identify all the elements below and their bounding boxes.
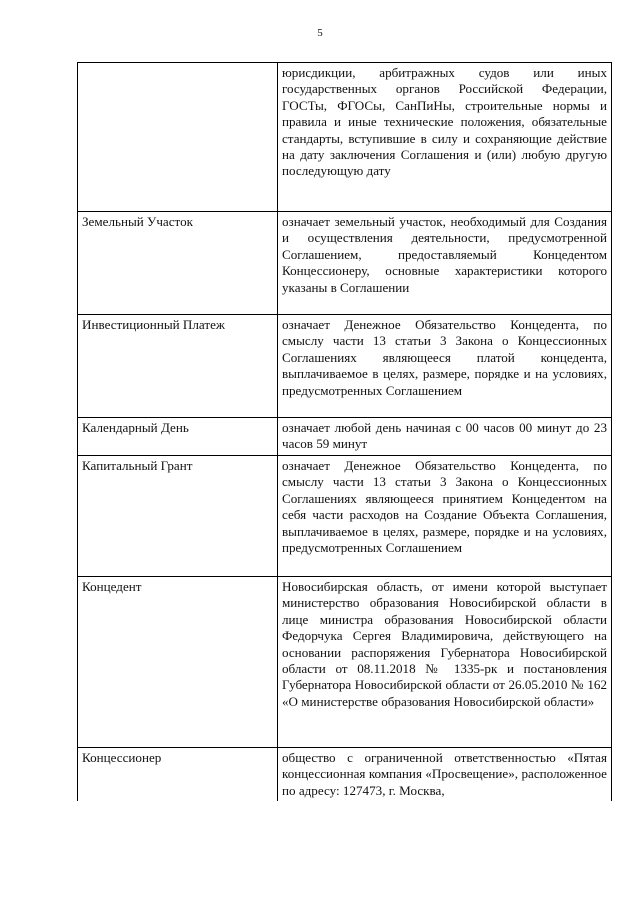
term-cell: Капитальный Грант bbox=[78, 456, 278, 577]
term-cell: Земельный Участок bbox=[78, 212, 278, 315]
definition-cell: означает любой день начиная с 00 часов 00 минут до 23 часов 59 минут bbox=[278, 418, 612, 456]
definition-cell: означает земельный участок, необходимый для Создания и осуществления деятельности, предусмотренной Соглашением, предоставляемый Концедентом Концессионеру, основные характеристики которого указаны в Соглашении bbox=[278, 212, 612, 315]
definition-cell: юрисдикции, арбитражных судов или иных государственных органов Российской Федерации, ГОСТы, ФГОСы, СанПиНы, строительные нормы и правила и иные технические положения, обязательные стандарты, вступившие в силу и сохраняющие действие на дату заключения Соглашения и (или) любую другую последующую дату bbox=[278, 63, 612, 212]
term-cell: Концедент bbox=[78, 577, 278, 748]
term-cell: Календарный День bbox=[78, 418, 278, 456]
table-row bbox=[78, 456, 612, 577]
term-cell: Инвестиционный Платеж bbox=[78, 315, 278, 418]
table-row bbox=[78, 577, 612, 748]
term-cell bbox=[78, 63, 278, 212]
table-row bbox=[78, 315, 612, 418]
term-cell: Концессионер bbox=[78, 748, 278, 802]
definition-cell: означает Денежное Обязательство Концедента, по смыслу части 13 статьи 3 Закона о Концессионных Соглашениях являющееся платой концедента, выплачиваемое в целях, размере, порядке и на условиях, предусмотренных Соглашением bbox=[278, 315, 612, 418]
definitions-table bbox=[77, 62, 612, 801]
definition-cell: общество с ограниченной ответственностью «Пятая концессионная компания «Просвещение», расположенное по адресу: 127473, г. Москва, bbox=[278, 748, 612, 802]
definition-cell: Новосибирская область, от имени которой выступает министерство образования Новосибирской области в лице министра образования Новосибирской области Федорчука Сергея Владимировича, действующего на основании распоряжения Губернатора Новосибирской области от 08.11.2018 № 1335-рк и постановления Губернатора Новосибирской области от 26.05.2010 № 162 «О министерстве образования Новосибирской области» bbox=[278, 577, 612, 748]
page-number: 5 bbox=[317, 27, 323, 39]
definition-cell: означает Денежное Обязательство Концедента, по смыслу части 13 статьи 3 Закона о Концессионных Соглашениях являющееся принятием Концедентом на себя части расходов на Создание Объекта Соглашения, выплачиваемое в целях, размере, порядке и на условиях, предусмотренных Соглашением bbox=[278, 456, 612, 577]
table-row bbox=[78, 418, 612, 456]
table-row bbox=[78, 748, 612, 802]
table-row bbox=[78, 63, 612, 212]
table-row bbox=[78, 212, 612, 315]
